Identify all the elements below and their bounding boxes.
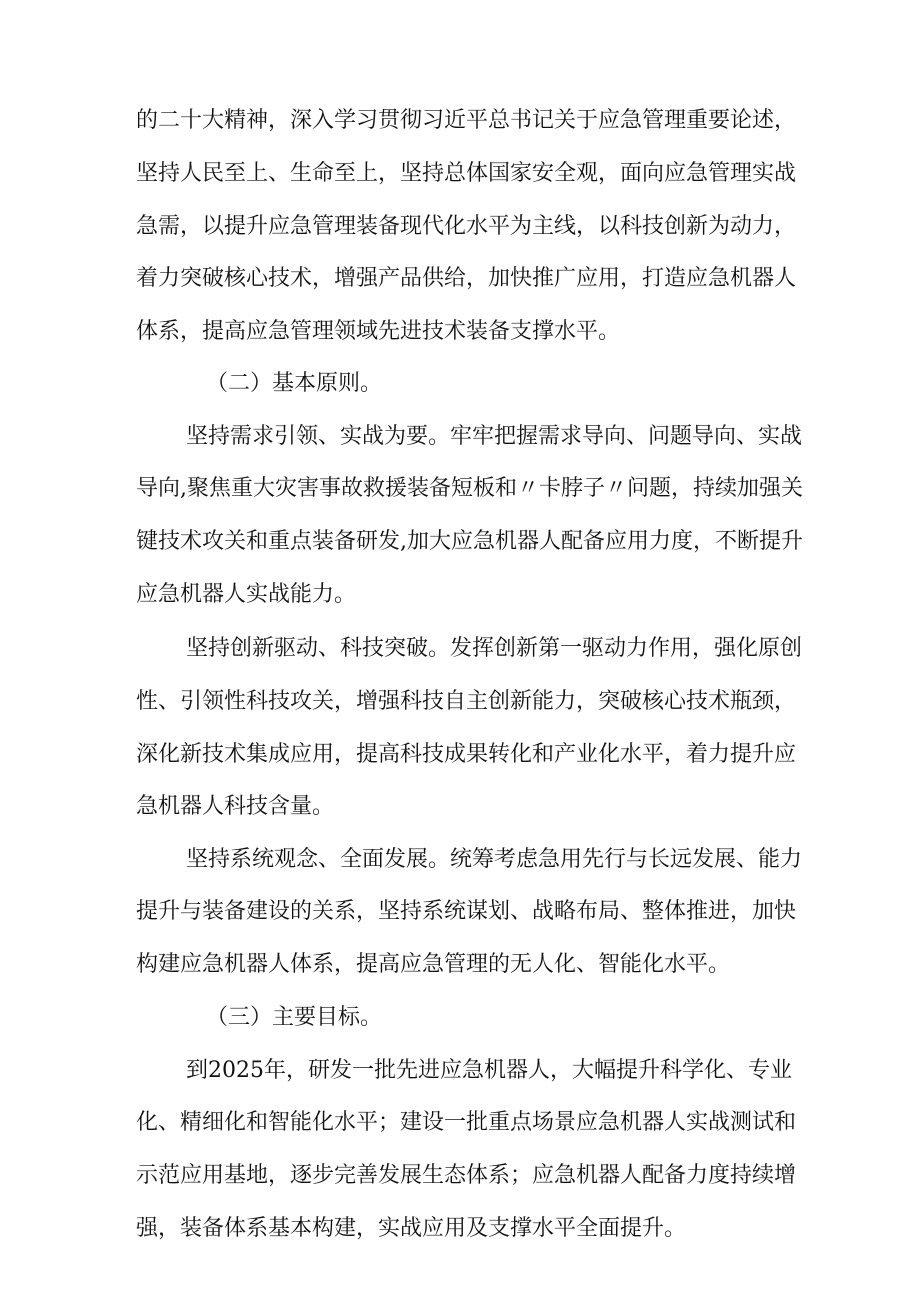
paragraph-line: 键技术攻关和重点装备研发,加大应急机器人配备应用力度，不断提升 <box>136 529 803 554</box>
paragraph-line: 体系，提高应急管理领域先进技术装备支撑水平。 <box>136 319 621 344</box>
paragraph-line: 构建应急机器人体系，提高应急管理的无人化、智能化水平。 <box>136 952 731 977</box>
section-heading: （三）主要目标。 <box>206 1005 383 1030</box>
paragraph-line: 化、精细化和智能化水平；建设一批重点场景应急机器人实战测试和 <box>136 1110 797 1135</box>
paragraph-line: 急需，以提升应急管理装备现代化水平为主线，以科技创新为动力， <box>136 214 797 239</box>
paragraph-line: 坚持创新驱动、科技突破。发挥创新第一驱动力作用，强化原创 <box>186 636 803 661</box>
paragraph-line: 到2025年，研发一批先进应急机器人，大幅提升科学化、专业 <box>186 1058 792 1083</box>
paragraph-line: 坚持需求引领、实战为要。牢牢把握需求导向、问题导向、实战 <box>186 424 803 449</box>
paragraph-line: 坚持系统观念、全面发展。统筹考虑急用先行与长远发展、能力 <box>186 847 803 872</box>
paragraph-line: 性、引领性科技攻关，增强科技自主创新能力，突破核心技术瓶颈， <box>136 689 797 714</box>
paragraph-line: 的二十大精神，深入学习贯彻习近平总书记关于应急管理重要论述， <box>136 108 797 133</box>
paragraph-line: 示范应用基地，逐步完善发展生态体系；应急机器人配备力度持续增 <box>136 1163 797 1188</box>
paragraph-line: 深化新技术集成应用，提高科技成果转化和产业化水平，着力提升应 <box>136 742 797 767</box>
paragraph-line: 急机器人科技含量。 <box>136 794 335 819</box>
section-heading: （二）基本原则。 <box>206 371 383 396</box>
paragraph-line: 提升与装备建设的关系，坚持系统谋划、战略布局、整体推进，加快 <box>136 899 797 924</box>
paragraph-line: 应急机器人实战能力。 <box>136 582 357 607</box>
paragraph-line: 导向,聚焦重大灾害事故救援装备短板和〃卡脖子〃问题，持续加强关 <box>136 476 803 501</box>
paragraph-line: 强，装备体系基本构建，实战应用及支撑水平全面提升。 <box>136 1216 687 1241</box>
paragraph-line: 坚持人民至上、生命至上，坚持总体国家安全观，面向应急管理实战 <box>136 161 797 186</box>
paragraph-line: 着力突破核心技术，增强产品供给，加快推广应用，打造应急机器人 <box>136 266 797 291</box>
